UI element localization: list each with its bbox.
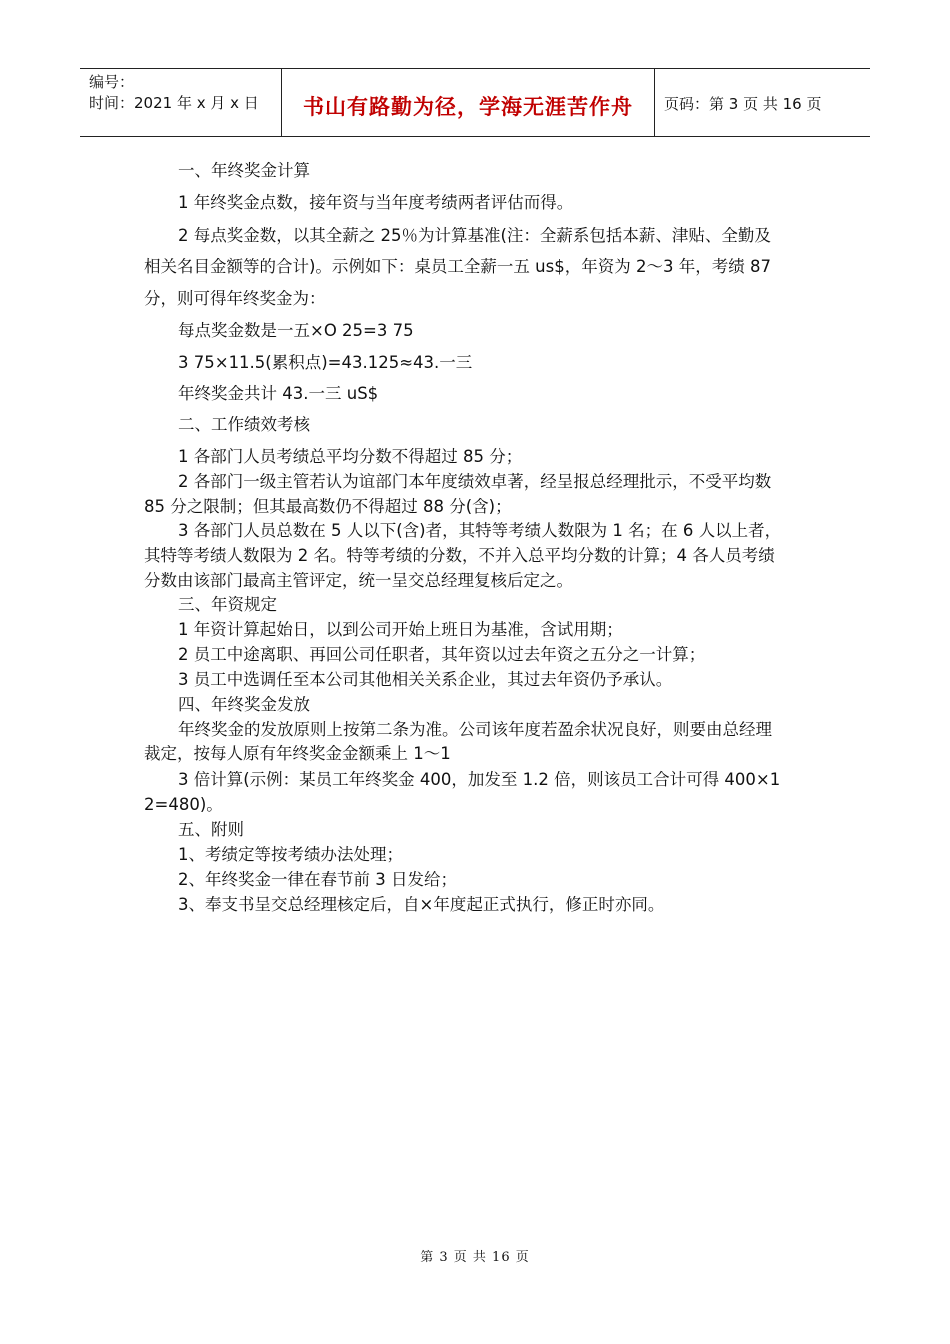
body-line: 2 各部门一级主管若认为谊部门本年度绩效卓著，经呈报总经理批示，不受平均数 xyxy=(178,472,772,491)
page-header xyxy=(80,68,870,137)
header-motto: 书山有路勤为径，学海无涯苦作舟 xyxy=(303,95,633,119)
body-line: 3、奉支书呈交总经理核定后，自×年度起正式执行，修正时亦同。 xyxy=(178,895,665,914)
body-line: 1 年资计算起始日，以到公司开始上班日为基准，含试用期； xyxy=(178,620,623,639)
body-line: 1、考绩定等按考绩办法处理； xyxy=(178,845,403,864)
body-line: 2 每点奖金数，以其全薪之 25％为计算基准(注：全薪系包括本薪、津贴、全勤及 xyxy=(178,226,771,245)
body-line: 年终奖金的发放原则上按第二条为准。公司该年度若盈余状况良好，则要由总经理 xyxy=(178,720,772,739)
body-line: 3 员工中选调任至本公司其他相关关系企业，其过去年资仍予承认。 xyxy=(178,670,673,689)
section-heading-bonus-payout: 四、年终奖金发放 xyxy=(178,695,310,714)
body-line: 分数由该部门最高主管评定，统一呈交总经理复核后定之。 xyxy=(144,571,573,590)
body-line: 2、年终奖金一律在春节前 3 日发给； xyxy=(178,870,457,889)
section-heading-supplementary: 五、附则 xyxy=(178,820,244,839)
page-footer: 第 3 页 共 16 页 xyxy=(420,1250,530,1265)
section-heading-performance: 二、工作绩效考核 xyxy=(178,415,310,434)
section-heading-seniority: 三、年资规定 xyxy=(178,595,277,614)
body-line: 2 员工中途离职、再回公司任职者，其年资以过去年资之五分之一计算； xyxy=(178,645,706,664)
body-line: 2=480)。 xyxy=(144,795,223,814)
body-line: 相关名目金额等的合计)。示例如下：桌员工全薪一五 us$，年资为 2～3 年，考绩 87 xyxy=(144,257,771,276)
body-line: 3 75×11.5(累积点)=43.125≈43.一三 xyxy=(178,353,473,372)
body-line: 分，则可得年终奖金为： xyxy=(144,289,326,308)
body-line: 每点奖金数是一五×O 25=3 75 xyxy=(178,321,414,340)
document-date-label: 时间：2021 年 x 月 x 日 xyxy=(89,94,259,112)
body-line: 85 分之限制；但其最高数仍不得超过 88 分(含)； xyxy=(144,497,512,516)
body-line: 裁定，按每人原有年终奖金金额乘上 1～1 xyxy=(144,744,451,763)
body-line: 1 年终奖金点数，接年资与当年度考绩两者评估而得。 xyxy=(178,193,574,212)
header-page-info: 页码：第 3 页 共 16 页 xyxy=(664,95,822,113)
document-number-label: 编号： xyxy=(89,73,135,91)
body-line: 年终奖金共计 43.一三 uS$ xyxy=(178,384,379,403)
header-meta xyxy=(89,72,259,114)
body-line: 3 倍计算(示例：某员工年终奖金 400，加发至 1.2 倍，则该员工合计可得 400×1 xyxy=(178,770,781,789)
section-heading-year-end-bonus: 一、年终奖金计算 xyxy=(178,161,310,180)
body-line: 其特等考绩人数限为 2 名。特等考绩的分数，不并入总平均分数的计算；4 各人员考绩 xyxy=(144,546,775,565)
body-line: 3 各部门人员总数在 5 人以下(含)者，其特等考绩人数限为 1 名；在 6 人以上者， xyxy=(178,521,782,540)
body-line: 1 各部门人员考绩总平均分数不得超过 85 分； xyxy=(178,447,523,466)
header-divider-right xyxy=(654,69,655,136)
